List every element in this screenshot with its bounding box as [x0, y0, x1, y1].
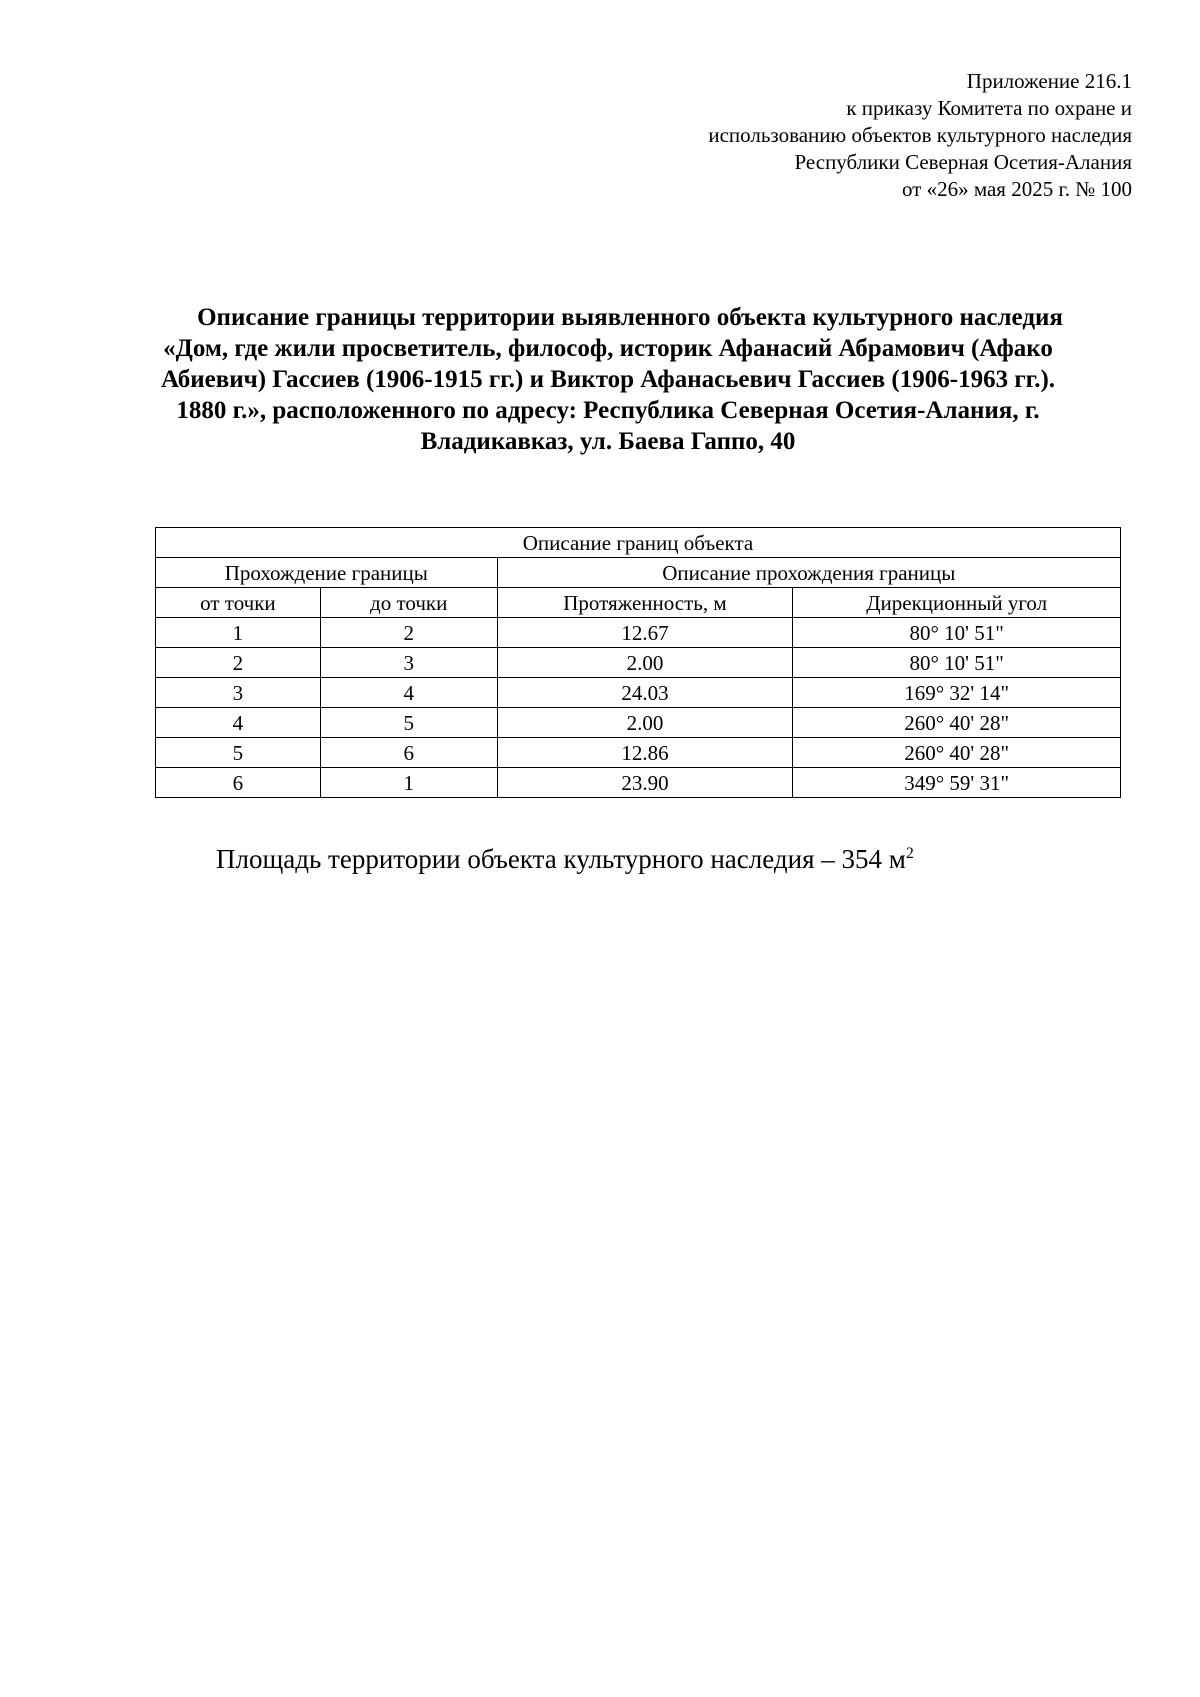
annex-republic: Республики Северная Осетия-Алания — [794, 150, 1132, 174]
group-header-passage: Прохождение границы — [156, 558, 498, 588]
cell-length: 12.67 — [497, 618, 793, 648]
column-header-length: Протяженность, м — [497, 588, 793, 618]
area-unit-power: 2 — [905, 845, 914, 862]
annex-committee: использованию объектов культурного наследия — [708, 123, 1132, 147]
table-row — [156, 768, 1121, 798]
table-column-header-row — [156, 588, 1121, 618]
cell-length: 24.03 — [497, 678, 793, 708]
cell-from-point: 2 — [156, 648, 321, 678]
annex-number: Приложение 216.1 — [966, 69, 1132, 93]
table-group-header-row — [156, 558, 1121, 588]
table-caption-row — [156, 528, 1121, 558]
cell-length: 2.00 — [497, 708, 793, 738]
boundary-table — [155, 527, 1121, 798]
cell-angle: 80° 10' 51" — [793, 648, 1121, 678]
cell-length: 2.00 — [497, 648, 793, 678]
annex-date: от «26» мая 2025 г. № 100 — [901, 177, 1132, 201]
cell-to-point: 1 — [320, 768, 497, 798]
table-row — [156, 648, 1121, 678]
cell-to-point: 3 — [320, 648, 497, 678]
cell-angle: 80° 10' 51" — [793, 618, 1121, 648]
cell-angle: 260° 40' 28" — [793, 738, 1121, 768]
cell-from-point: 1 — [156, 618, 321, 648]
cell-from-point: 4 — [156, 708, 321, 738]
document-title: Описание границы территории выявленного объекта культурного наследия «Дом, где жили просветитель, философ, историк Афанасий Абрамович (Афако Абиевич) Гассиев (1906-1915 гг.) и Виктор Афанасьевич Гассиев (1906-1963 гг.). 1880 г.», расположенного по адресу: Республика Северная Осетия-Алания, г. Владикавказ, ул. Баева Гаппо, 40 — [160, 304, 1063, 455]
group-header-description: Описание прохождения границы — [497, 558, 1120, 588]
cell-from-point: 5 — [156, 738, 321, 768]
table-caption: Описание границ объекта — [156, 528, 1121, 558]
table-row — [156, 708, 1121, 738]
area-statement — [216, 842, 914, 876]
cell-to-point: 4 — [320, 678, 497, 708]
cell-from-point: 6 — [156, 768, 321, 798]
cell-to-point: 5 — [320, 708, 497, 738]
table-row — [156, 678, 1121, 708]
column-header-to-point: до точки — [320, 588, 497, 618]
cell-from-point: 3 — [156, 678, 321, 708]
cell-angle: 169° 32' 14" — [793, 678, 1121, 708]
cell-to-point: 2 — [320, 618, 497, 648]
cell-to-point: 6 — [320, 738, 497, 768]
table-row — [156, 738, 1121, 768]
annex-header — [532, 68, 1132, 203]
column-header-from-point: от точки — [156, 588, 321, 618]
area-text: Площадь территории объекта культурного наследия – 354 м — [216, 844, 906, 874]
boundary-table-body — [156, 528, 1121, 798]
cell-angle: 349° 59' 31" — [793, 768, 1121, 798]
table-row — [156, 618, 1121, 648]
annex-order-ref: к приказу Комитета по охране и — [846, 96, 1132, 120]
cell-length: 23.90 — [497, 768, 793, 798]
cell-length: 12.86 — [497, 738, 793, 768]
cell-angle: 260° 40' 28" — [793, 708, 1121, 738]
column-header-angle: Дирекционный угол — [793, 588, 1121, 618]
